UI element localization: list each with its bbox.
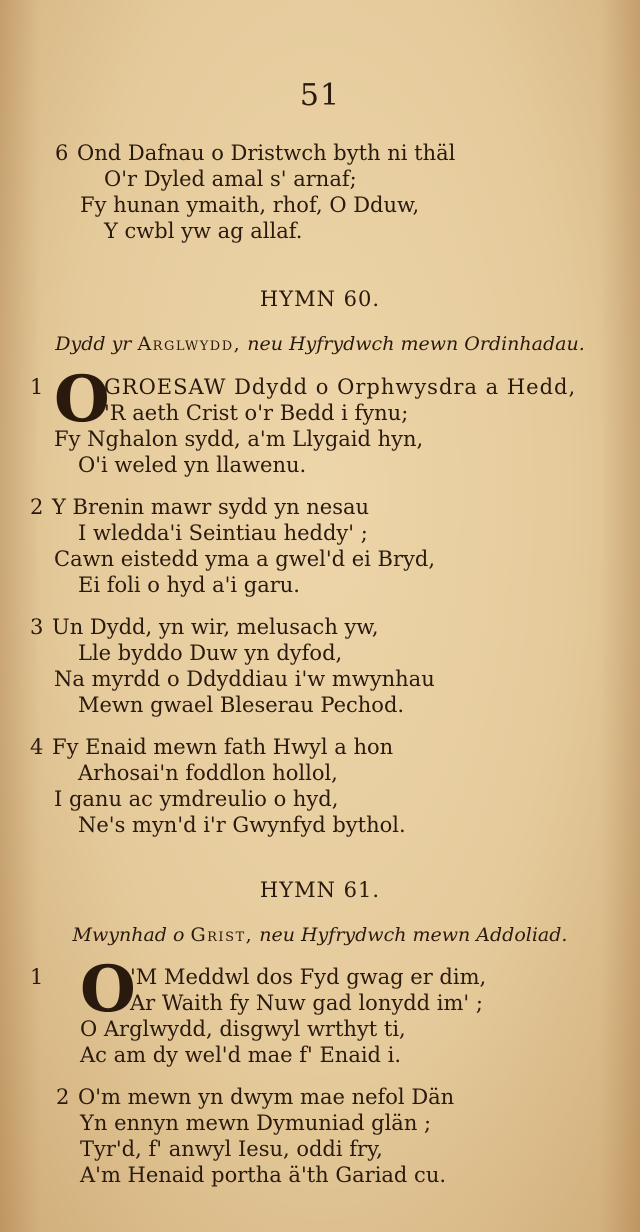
verse-6-line-3: Fy hunan ymaith, rhof, O Dduw, [80,193,420,217]
hymn-61-verse-1-line-1: 'M Meddwl dos Fyd gwag er dim, [130,965,487,989]
hymn-60-verse-4-line-3: I ganu ac ymdreulio o hyd, [54,787,339,811]
verse-text: Un Dydd, yn wir, melusach yw, [52,615,379,639]
hymn-60-verse-2-line-3: Cawn eistedd yma a gwel'd ei Bryd, [54,547,436,571]
hymn-61-verse-2-line-4: A'm Henaid portha ä'th Gariad cu. [80,1163,447,1187]
hymn-60-verse-3-line-3: Na myrdd o Ddyddiau i'w mwynhau [54,667,435,691]
subtitle-part: Dydd yr [55,333,132,355]
hymn-60-verse-3-line-1 [30,614,379,640]
hymn-60-verse-2-line-1 [30,494,369,520]
hymn-61-verse-2-line-3: Tyr'd, f' anwyl Iesu, oddi fry, [80,1137,383,1161]
verse-text: Ond Dafnau o Dristwch byth ni thäl [77,141,456,165]
hymn-61-verse-1-line-2: Ar Waith fy Nuw gad lonydd im' ; [130,991,483,1015]
hymn-61-verse-1-line-4: Ac am dy wel'd mae f' Enaid i. [80,1043,402,1067]
subtitle-part: neu Hyfrydwch mewn Addoliad. [259,924,568,946]
verse-6-line-1 [55,140,455,166]
verse-text: O'm mewn yn dwym mae nefol Dän [78,1085,455,1109]
hymn-60-verse-3-line-4: Mewn gwael Bleserau Pechod. [78,693,405,717]
verse-text: Fy Enaid mewn fath Hwyl a hon [52,735,394,759]
hymn-60-verse-2-line-4: Ei foli o hyd a'i garu. [78,573,300,597]
hymn-60-verse-4-line-1 [30,734,393,760]
hymn-60-subtitle [0,333,640,355]
hymn-61-verse-1-line-3: O Arglwydd, disgwyl wrthyt ti, [80,1017,406,1041]
hymn-60-title: HYMN 60. [259,287,381,311]
hymn-61-verse-1-number: 1 [30,965,44,989]
subtitle-caps: Arglwydd, [137,333,242,355]
drop-cap: O [80,952,136,1027]
page-number: 51 [299,78,341,113]
hymn-61-subtitle [0,924,640,946]
subtitle-part: neu Hyfrydwch mewn Ordinhadau. [247,333,585,355]
hymn-60-verse-1-line-4: O'i weled yn llawenu. [78,453,307,477]
verse-text: Y Brenin mawr sydd yn nesau [52,495,370,519]
hymn-60-verse-1-line-2: 'R aeth Crist o'r Bedd i fynu; [104,401,409,425]
verse-number: 2 [56,1085,70,1109]
hymn-60-verse-4-line-2: Arhosai'n foddlon hollol, [78,761,338,785]
subtitle-caps: Grist, [190,924,254,946]
hymn-60-verse-1-line-3: Fy Nghalon sydd, a'm Llygaid hyn, [54,427,424,451]
hymn-60-verse-3-line-2: Lle byddo Duw yn dyfod, [78,641,343,665]
verse-6-line-2: O'r Dyled amal s' arnaf; [104,167,357,191]
hymn-60-verse-1-number: 1 [30,375,44,399]
verse-number: 6 [55,141,69,165]
subtitle-part: Mwynhad o [72,924,185,946]
hymn-60-verse-4-line-4: Ne's myn'd i'r Gwynfyd bythol. [78,813,406,837]
drop-cap: O [54,362,110,437]
hymn-61-title: HYMN 61. [259,878,381,902]
hymn-60-verse-1-line-1: GROESAW Ddydd o Orphwysdra a Hedd, [104,375,577,399]
hymn-61-verse-2-line-2: Yn ennyn mewn Dymuniad glän ; [80,1111,432,1135]
hymn-60-verse-2-line-2: I wledda'i Seintiau heddy' ; [78,521,368,545]
hymn-61-verse-2-line-1 [56,1084,454,1110]
verse-number: 2 [30,495,44,519]
verse-number: 4 [30,735,44,759]
verse-6-line-4: Y cwbl yw ag allaf. [104,219,303,243]
verse-number: 3 [30,615,44,639]
